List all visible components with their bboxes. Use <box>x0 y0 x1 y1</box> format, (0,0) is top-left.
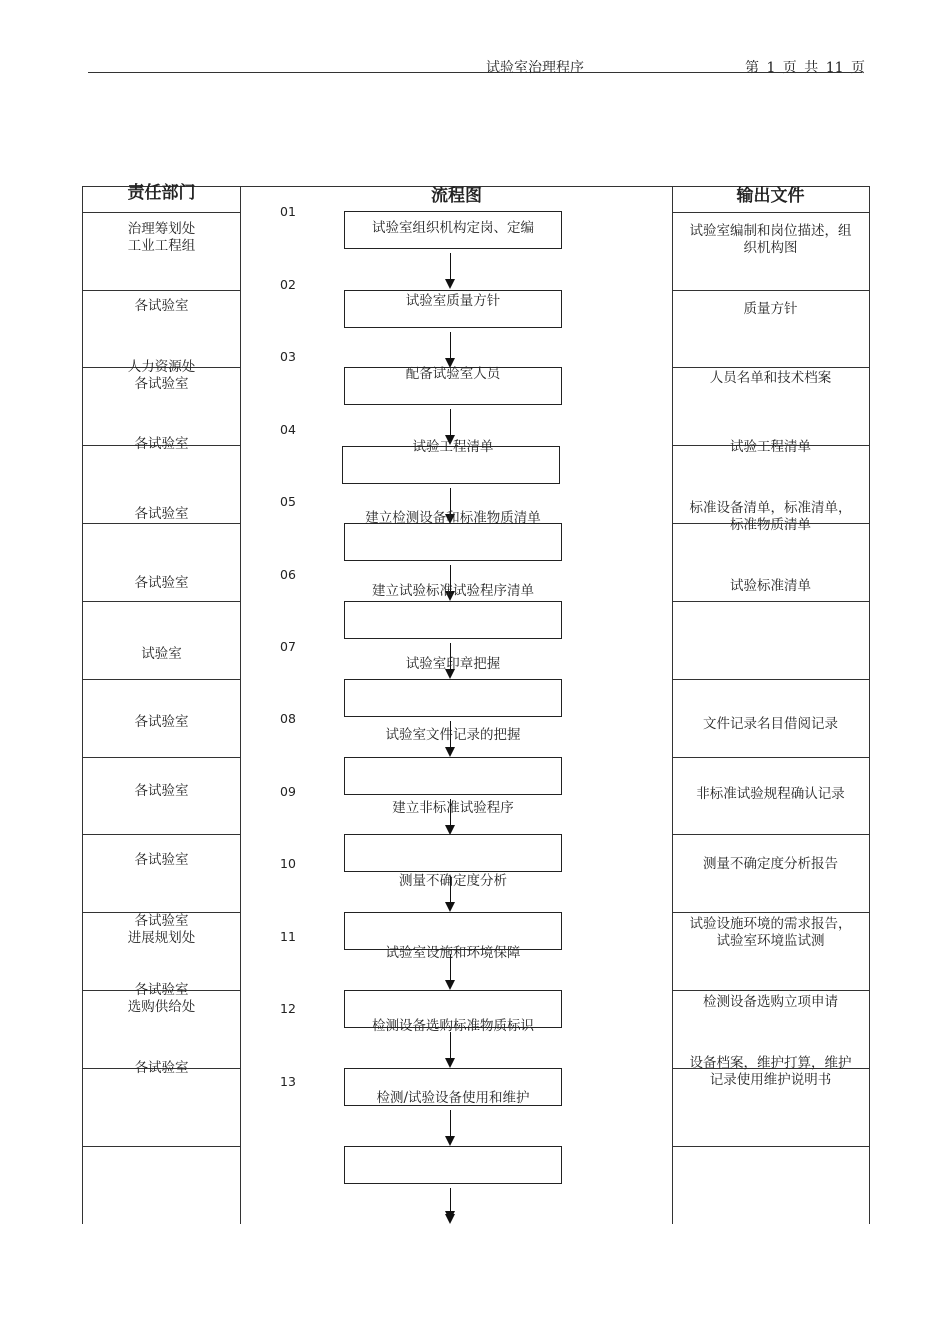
dept-cell: 人力资源处 各试验室 <box>127 359 196 392</box>
output-cell: 文件记录名目借阅记录 <box>703 716 838 732</box>
step-number: 05 <box>280 494 296 509</box>
output-row-divider <box>672 757 869 758</box>
step-number: 10 <box>280 856 296 871</box>
flow-arrow-down <box>450 409 451 436</box>
flow-arrow-down <box>450 253 451 280</box>
dept-cell: 各试验室 <box>134 783 189 799</box>
step-number: 01 <box>280 204 296 219</box>
page-number: 第 1 页 共 11 页 <box>745 60 865 76</box>
dept-cell: 各试验室 <box>134 1060 189 1076</box>
step-number: 04 <box>280 422 296 437</box>
output-cell: 试验工程清单 <box>730 439 811 455</box>
dept-row-divider <box>82 212 241 213</box>
flow-step-box <box>344 757 562 795</box>
output-cell: 测量不确定度分析报告 <box>703 856 838 872</box>
dept-row-divider <box>82 757 241 758</box>
dept-cell: 各试验室 <box>134 575 189 591</box>
flow-step-label: 试验室文件记录的把握 <box>385 727 521 743</box>
flow-step-box <box>344 834 562 872</box>
output-cell: 设备档案，维护打算，维护 记录使用维护说明书 <box>689 1055 852 1088</box>
output-cell: 试验设施环境的需求报告， 试验室环境监试测 <box>689 916 852 949</box>
dept-cell: 各试验室 <box>134 506 189 522</box>
flow-step-box <box>344 679 562 717</box>
flow-arrow-down <box>450 1110 451 1137</box>
flow-step-label: 建立非标准试验程序 <box>392 800 514 816</box>
step-number: 06 <box>280 567 296 582</box>
step-number: 02 <box>280 277 296 292</box>
output-cell: 非标准试验规程确认记录 <box>696 786 845 802</box>
output-row-divider <box>672 290 869 291</box>
flow-step-label: 建立试验标准试验程序清单 <box>372 583 534 599</box>
dept-cell: 试验室 <box>141 646 182 662</box>
dept-row-divider <box>82 834 241 835</box>
flow-step-label: 试验工程清单 <box>412 439 494 455</box>
flow-step-box <box>344 523 562 561</box>
column-header-flow: 流程图 <box>431 186 482 206</box>
flow-step-label: 试验室组织机构定岗、定编 <box>372 220 534 236</box>
output-cell: 人员名单和技术档案 <box>709 370 832 386</box>
flow-step-label: 试验室质量方针 <box>405 293 501 309</box>
step-number: 08 <box>280 711 296 726</box>
flow-step-label: 建立检测设备和标准物质清单 <box>365 510 541 526</box>
document-title: 试验室治理程序 <box>486 60 584 76</box>
output-cell: 试验标准清单 <box>730 578 811 594</box>
step-number: 09 <box>280 784 296 799</box>
output-row-divider <box>672 601 869 602</box>
output-row-divider <box>672 367 869 368</box>
dept-row-divider <box>82 1146 241 1147</box>
step-number: 13 <box>280 1074 296 1089</box>
output-cell: 标准设备清单，标准清单， 标准物质清单 <box>689 500 852 533</box>
flow-step-label: 检测/试验设备使用和维护 <box>376 1090 530 1106</box>
flow-step-label: 检测设备选购标准物质标识 <box>372 1018 534 1034</box>
step-number: 12 <box>280 1001 296 1016</box>
step-number: 03 <box>280 349 296 364</box>
output-row-divider <box>672 834 869 835</box>
step-number: 07 <box>280 639 296 654</box>
dept-row-divider <box>82 679 241 680</box>
dept-cell: 各试验室 进展规划处 <box>127 913 196 946</box>
flow-step-label: 试验室设施和环境保障 <box>385 945 521 961</box>
flow-step-label: 试验室印章把握 <box>405 656 501 672</box>
dept-row-divider <box>82 290 241 291</box>
step-number: 11 <box>280 929 296 944</box>
dept-cell: 各试验室 <box>134 298 189 314</box>
output-cell: 试验室编制和岗位描述，组 织机构图 <box>689 223 852 256</box>
dept-cell: 各试验室 <box>134 436 189 452</box>
output-row-divider <box>672 679 869 680</box>
dept-cell: 治理筹划处 工业工程组 <box>127 221 196 254</box>
column-header-output: 输出文件 <box>736 186 805 206</box>
flow-step-box-empty <box>344 1146 562 1184</box>
dept-cell: 各试验室 <box>134 852 189 868</box>
column-header-dept: 责任部门 <box>127 183 196 203</box>
flow-arrow-down <box>450 1032 451 1059</box>
dept-cell: 各试验室 <box>134 714 189 730</box>
header-divider <box>88 72 862 73</box>
flow-step-box <box>344 601 562 639</box>
dept-row-divider <box>82 523 241 524</box>
dept-cell: 各试验室 选购供给处 <box>127 982 196 1015</box>
output-cell: 检测设备选购立项申请 <box>703 994 838 1010</box>
dept-row-divider <box>82 601 241 602</box>
output-row-divider <box>672 1146 869 1147</box>
table-right-border <box>869 186 870 1224</box>
flow-step-label: 配备试验室人员 <box>405 366 501 382</box>
output-cell: 质量方针 <box>743 301 798 317</box>
output-row-divider <box>672 990 869 991</box>
flow-arrow-down <box>450 332 451 359</box>
flow-arrow-down <box>450 1188 451 1212</box>
output-row-divider <box>672 212 869 213</box>
flow-step-label: 测量不确定度分析 <box>399 873 507 889</box>
output-row-divider <box>672 912 869 913</box>
